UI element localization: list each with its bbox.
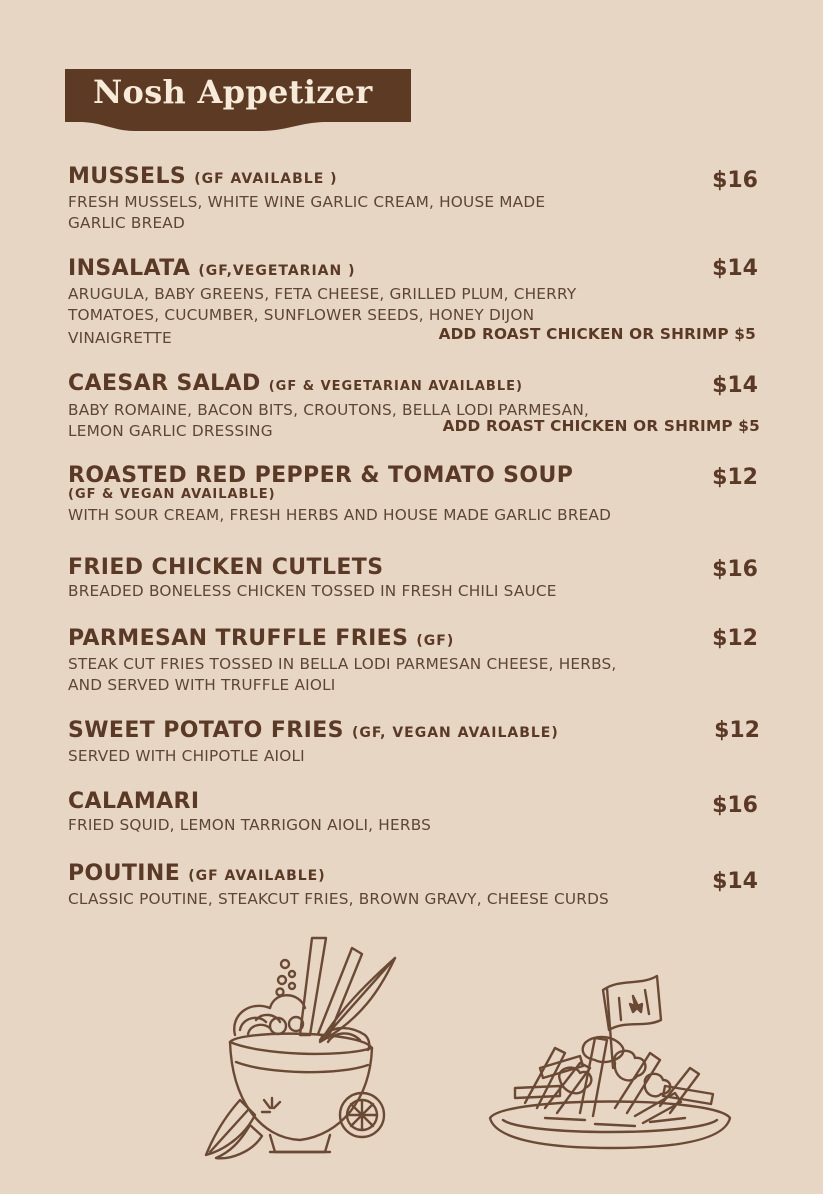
item-description: LEMON GARLIC DRESSING — [68, 422, 273, 440]
item-name: INSALATA (GF,VEGETARIAN ) — [68, 256, 356, 281]
item-description: VINAIGRETTE — [68, 329, 172, 347]
item-addon: ADD ROAST CHICKEN OR SHRIMP $5 — [438, 325, 756, 343]
item-description: AND SERVED WITH TRUFFLE AIOLI — [68, 676, 336, 694]
item-name: PARMESAN TRUFFLE FRIES (GF) — [68, 626, 455, 651]
item-name: FRIED CHICKEN CUTLETS — [68, 555, 384, 580]
item-description: SERVED WITH CHIPOTLE AIOLI — [68, 747, 305, 765]
menu-item-mussels — [68, 164, 762, 234]
item-tag: (GF & VEGETARIAN AVAILABLE) — [268, 379, 523, 394]
item-description: WITH SOUR CREAM, FRESH HERBS AND HOUSE MADE GARLIC BREAD — [68, 506, 612, 524]
menu-item-tomato-soup — [68, 463, 762, 526]
item-description: STEAK CUT FRIES TOSSED IN BELLA LODI PARMESAN CHEESE, HERBS, — [68, 655, 617, 673]
item-tag: (GF) — [416, 633, 455, 649]
item-price: $14 — [712, 373, 758, 398]
poutine-plate-icon — [485, 968, 735, 1158]
item-name: ROASTED RED PEPPER & TOMATO SOUP — [68, 463, 574, 488]
item-description: BREADED BONELESS CHICKEN TOSSED IN FRESH CHILI SAUCE — [68, 582, 557, 600]
menu-item-poutine — [68, 861, 762, 910]
title-banner — [65, 69, 411, 131]
menu-item-sweet-potato-fries — [68, 718, 762, 767]
menu-item-parmesan-truffle-fries — [68, 626, 762, 696]
item-price: $16 — [712, 557, 758, 582]
item-description: ARUGULA, BABY GREENS, FETA CHEESE, GRILLED PLUM, CHERRY — [68, 285, 577, 303]
noodle-bowl-icon — [200, 930, 400, 1165]
item-description: FRESH MUSSELS, WHITE WINE GARLIC CREAM, HOUSE MADE — [68, 193, 546, 211]
item-tag: (GF, VEGAN AVAILABLE) — [351, 725, 559, 741]
item-name: POUTINE (GF AVAILABLE) — [68, 861, 326, 886]
menu-item-calamari — [68, 789, 762, 836]
item-price: $16 — [712, 168, 758, 193]
item-name: CALAMARI — [68, 789, 200, 814]
item-price: $14 — [712, 869, 758, 894]
menu-item-caesar-salad — [68, 371, 762, 442]
menu-item-insalata — [68, 256, 762, 349]
item-name: CAESAR SALAD (GF & VEGETARIAN AVAILABLE) — [68, 371, 523, 396]
item-addon: ADD ROAST CHICKEN OR SHRIMP $5 — [442, 417, 760, 435]
item-tag: (GF,VEGETARIAN ) — [198, 263, 356, 279]
item-description: TOMATOES, CUCUMBER, SUNFLOWER SEEDS, HONEY DIJON — [68, 306, 535, 324]
item-tag: (GF AVAILABLE ) — [194, 171, 338, 187]
item-price: $16 — [712, 793, 758, 818]
menu-item-fried-chicken-cutlets — [68, 555, 762, 602]
item-tag: (GF AVAILABLE) — [188, 868, 326, 884]
item-price: $12 — [712, 465, 758, 490]
page-title: Nosh Appetizer — [93, 73, 373, 111]
item-description: GARLIC BREAD — [68, 214, 185, 232]
item-description: BABY ROMAINE, BACON BITS, CROUTONS, BELLA LODI PARMESAN, — [68, 401, 590, 419]
item-description: FRIED SQUID, LEMON TARRIGON AIOLI, HERBS — [68, 816, 432, 834]
item-tag: (GF & VEGAN AVAILABLE) — [68, 487, 276, 502]
item-name: SWEET POTATO FRIES (GF, VEGAN AVAILABLE) — [68, 718, 559, 743]
item-price: $12 — [714, 718, 760, 743]
item-price: $14 — [712, 256, 758, 281]
item-price: $12 — [712, 626, 758, 651]
item-description: CLASSIC POUTINE, STEAKCUT FRIES, BROWN GRAVY, CHEESE CURDS — [68, 890, 609, 908]
item-name: MUSSELS (GF AVAILABLE ) — [68, 164, 338, 189]
